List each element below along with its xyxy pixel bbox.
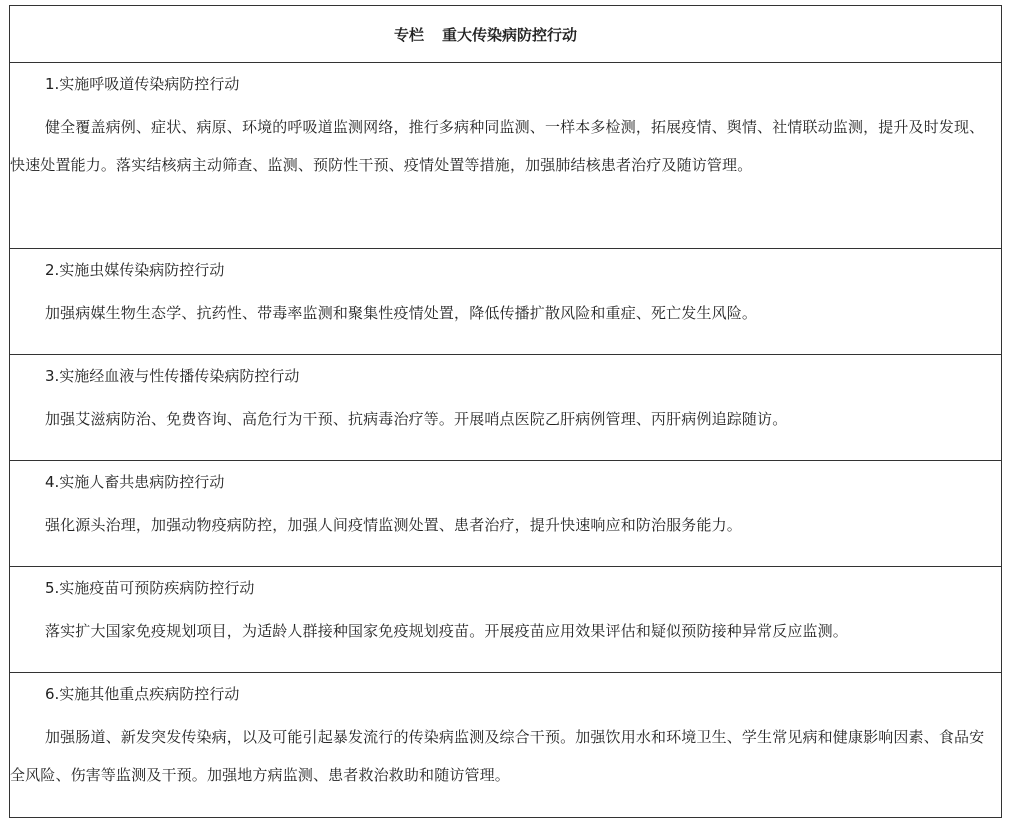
section-heading: 6.实施其他重点疾病防控行动 bbox=[45, 685, 240, 703]
section-heading: 2.实施虫媒传染病防控行动 bbox=[45, 261, 225, 279]
box-label: 专栏 bbox=[393, 25, 424, 44]
section-body: 强化源头治理，加强动物疫病防控，加强人间疫情监测处置、患者治疗，提升快速响应和防治服务能力。 bbox=[45, 516, 742, 534]
section-vector-borne bbox=[10, 249, 1001, 355]
box-header bbox=[10, 6, 1001, 63]
section-vaccine bbox=[10, 567, 1001, 673]
section-body: 落实扩大国家免疫规划项目，为适龄人群接种国家免疫规划疫苗。开展疫苗应用效果评估和疑似预防接种异常反应监测。 bbox=[45, 622, 848, 640]
section-zoonotic bbox=[10, 461, 1001, 567]
section-body: 加强艾滋病防治、免费咨询、高危行为干预、抗病毒治疗等。开展哨点医院乙肝病例管理、丙肝病例追踪随访。 bbox=[45, 410, 788, 428]
section-blood-sexual bbox=[10, 355, 1001, 461]
section-body: 健全覆盖病例、症状、病原、环境的呼吸道监测网络，推行多病种同监测、一样本多检测，拓展疫情、舆情、社情联动监测，提升及时发现、快速处置能力。落实结核病主动筛查、监测、预防性干预、疫情处置等措施，加强肺结核患者治疗及随访管理。 bbox=[10, 118, 985, 174]
section-body: 加强肠道、新发突发传染病，以及可能引起暴发流行的传染病监测及综合干预。加强饮用水和环境卫生、学生常见病和健康影响因素、食品安全风险、伤害等监测及干预。加强地方病监测、患者救治救助和随访管理。 bbox=[10, 728, 985, 784]
section-respiratory bbox=[10, 63, 1001, 249]
box-title: 重大传染病防控行动 bbox=[442, 25, 578, 44]
section-body: 加强病媒生物生态学、抗药性、带毒率监测和聚集性疫情处置，降低传播扩散风险和重症、死亡发生风险。 bbox=[45, 304, 758, 322]
info-box bbox=[9, 5, 1002, 818]
section-heading: 3.实施经血液与性传播传染病防控行动 bbox=[45, 367, 300, 385]
section-heading: 4.实施人畜共患病防控行动 bbox=[45, 473, 225, 491]
section-heading: 1.实施呼吸道传染病防控行动 bbox=[45, 75, 240, 93]
section-other bbox=[10, 673, 1001, 817]
section-heading: 5.实施疫苗可预防疾病防控行动 bbox=[45, 579, 255, 597]
